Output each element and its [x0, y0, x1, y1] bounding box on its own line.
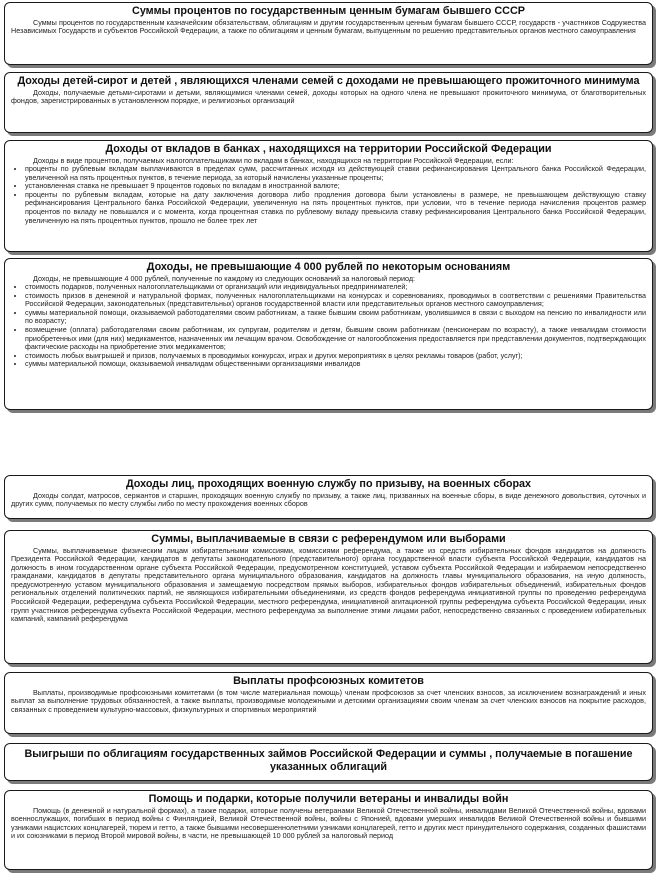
section-text: Выплаты, производимые профсоюзными комитетами (в том числе материальная помощь) членам профсоюзов за счет членских взносов, за исключением вознаграждений и иных выплат за выполнение трудовых обязанностей, а также выплаты, производимые молодежными и детскими организациями своим членам за счет членских взносов на покрытие расходов, связанных с проведением культурно-массовых, физкультурных и спортивных мероприятий [11, 687, 646, 714]
section-text: Доходы, получаемые детьми-сиротами и детьми, являющимися членами семей, доходы которых на одного члена не превышают прожиточного минимума, от благотворительных фондов, зарегистрированных в установленном порядке, и религиозных организаций [11, 87, 646, 106]
section-title: Помощь и подарки, которые получили ветераны и инвалиды войн [148, 793, 509, 805]
section-intro: Доходы, не превышающие 4 000 рублей, полученные по каждому из следующих оснований за налоговый период: [33, 273, 416, 283]
section-text: Доходы солдат, матросов, сержантов и старшин, проходящих военную службу по призыву, а также лиц, призванных на военные сборы, в виде денежного довольствия, суточных и других сумм, получаемых по месту службы либо по месту прохождения военных сборов [11, 490, 646, 509]
section-card-military-service [4, 475, 653, 519]
section-card-orphans-income [4, 72, 653, 133]
list-item: • проценты по рублевым вкладам выплачиваются в пределах сумм, рассчитанных исходя из действующей ставки рефинансирования Центрального банка Российской Федерации, увеличенной на пять процентных пунктов, в течение периода, за который начислены указанные проценты; [25, 165, 646, 182]
section-title: Выигрыши по облигациям государственных займов Российской Федерации и суммы , получаемые в погашение указанных облигаций [24, 748, 633, 773]
list-item: • стоимость любых выигрышей и призов, получаемых в проводимых конкурсах, играх и других мероприятиях в целях рекламы товаров (работ, услуг); [25, 352, 646, 361]
section-card-bond-winnings [4, 743, 653, 781]
list-item: • проценты по рублевым вкладам, которые на дату заключения договора либо продления договора были установлены в размере, не превышающем действующую ставку рефинансирования Центрального банка Российской Федерации, увеличенную на пять процентных пунктов, при условии, что в течение периода начисления процентов размер процентов по вкладу не повышался и с момента, когда процентная ставка по рублевому вкладу превысила ставку рефинансирования Центрального банка Российской Федерации, увеличенную на пять процентных пунктов, прошло не более трех лет [25, 191, 646, 225]
section-title: Доходы от вкладов в банках , находящихся на территории Российской Федерации [105, 143, 552, 155]
section-title: Доходы лиц, проходящих военную службу по призыву, на военных сборах [125, 478, 532, 490]
list-item: • установленная ставка не превышает 9 процентов годовых по вкладам в иностранной валюте; [25, 182, 646, 191]
section-card-veterans-aid [4, 790, 653, 870]
section-card-income-4000 [4, 258, 653, 410]
list-item: • возмещение (оплата) работодателями своим работникам, их супругам, родителям и детям, бывшим своим работникам (пенсионерам по возрасту), а также инвалидам стоимости приобретенных ими (для них) медикаментов, назначенных им лечащим врачом. Освобождение от налогообложения предоставляется при представлении документов, подтверждающих фактические расходы на приобретение этих медикаментов; [25, 326, 646, 352]
section-title: Доходы детей-сирот и детей , являющихся членами семей с доходами не превышающего прожиточного минимума [17, 75, 640, 87]
list-item: • стоимость призов в денежной и натуральной формах, полученных налогоплательщиками на конкурсах и соревнованиях, проводимых в соответствии с решениями Правительства Российской Федерации, законодательных (представительных) органов государственной власти или представительных органов местного самоуправления; [25, 292, 646, 309]
section-text: Помощь (в денежной и натуральной формах), а также подарки, которые получены ветеранами Великой Отечественной войны, инвалидами Великой Отечественной войны, вдовами военнослужащих, погибших в период войны с Финляндией, Великой Отечественной войны, войны с Японией, вдовами умерших инвалидов Великой Отечественной войны и бывшими узниками нацистских концлагерей, тюрем и гетто, а также бывшими несовершеннолетними узниками концлагерей, гетто и других мест принудительного содержания, созданных фашистами и их союзниками в период Второй мировой войны, в части, не превышающей 10 000 рублей за налоговый период [11, 805, 646, 841]
section-title: Выплаты профсоюзных комитетов [233, 675, 424, 687]
section-card-bank-deposits [4, 140, 653, 252]
section-card-elections [4, 530, 653, 664]
list-item: • суммы материальной помощи, оказываемой инвалидам общественными организациями инвалидов [25, 360, 646, 369]
section-card-ussr-securities [4, 2, 653, 65]
section-title: Суммы, выплачиваемые в связи с референдумом или выборами [151, 533, 506, 545]
list-item: • суммы материальной помощи, оказываемой работодателями своим работникам, а также бывшим своим работникам, уволившимся в связи с выходом на пенсию по инвалидности или по возрасту; [25, 309, 646, 326]
section-title: Суммы процентов по государственным ценным бумагам бывшего СССР [132, 5, 525, 17]
section-title: Доходы, не превышающие 4 000 рублей по некоторым основаниям [146, 261, 511, 273]
section-card-trade-unions [4, 672, 653, 734]
list-item: • стоимость подарков, полученных налогоплательщиками от организаций или индивидуальных предпринимателей; [25, 283, 646, 292]
section-list [11, 165, 646, 225]
section-text: Суммы процентов по государственным казначейским обязательствам, облигациям и другим государственным ценным бумагам бывшего СССР, государств - участников Содружества Независимых Государств и субъектов Российской Федерации, а также по облигациям и ценным бумагам, выпущенным по решению представительных органов местного самоуправления [11, 17, 646, 36]
section-text: Суммы, выплачиваемые физическим лицам избирательными комиссиями, комиссиями референдума, а также из средств избирательных фондов кандидатов на должность Президента Российской Федерации, кандидатов в депутаты законодательного (представительного) органа государственной власти субъекта Российской Федерации, кандидатов на должность в ином государственном органе субъекта Российской Федерации, предусмотренном конституцией, уставом субъекта Российской Федерации и избираемом непосредственно гражданами, кандидатов в депутаты представительного органа муниципального образования, кандидатов на должность главы муниципального образования, на иную должность, предусмотренную уставом муниципального образования и замещаемую посредством прямых выборов, избирательных фондов избирательных объединений, избирательных фондов региональных отделений политических партий, не являющихся избирательными объединениями, из средств фондов референдума инициативной группы по проведению референдума Российской Федерации, референдума субъекта Российской Федерации, местного референдума, инициативной агитационной группы референдума субъекта Российской Федерации, иных групп участников референдума субъекта Российской Федерации, местного референдума за выполнение этими лицами работ, непосредственно связанных с проведением избирательных кампаний, кампаний референдума [11, 545, 646, 624]
section-intro: Доходы в виде процентов, получаемых налогоплательщиками по вкладам в банках, находящихся на территории Российской Федерации, если: [33, 155, 514, 165]
section-list [11, 283, 646, 369]
